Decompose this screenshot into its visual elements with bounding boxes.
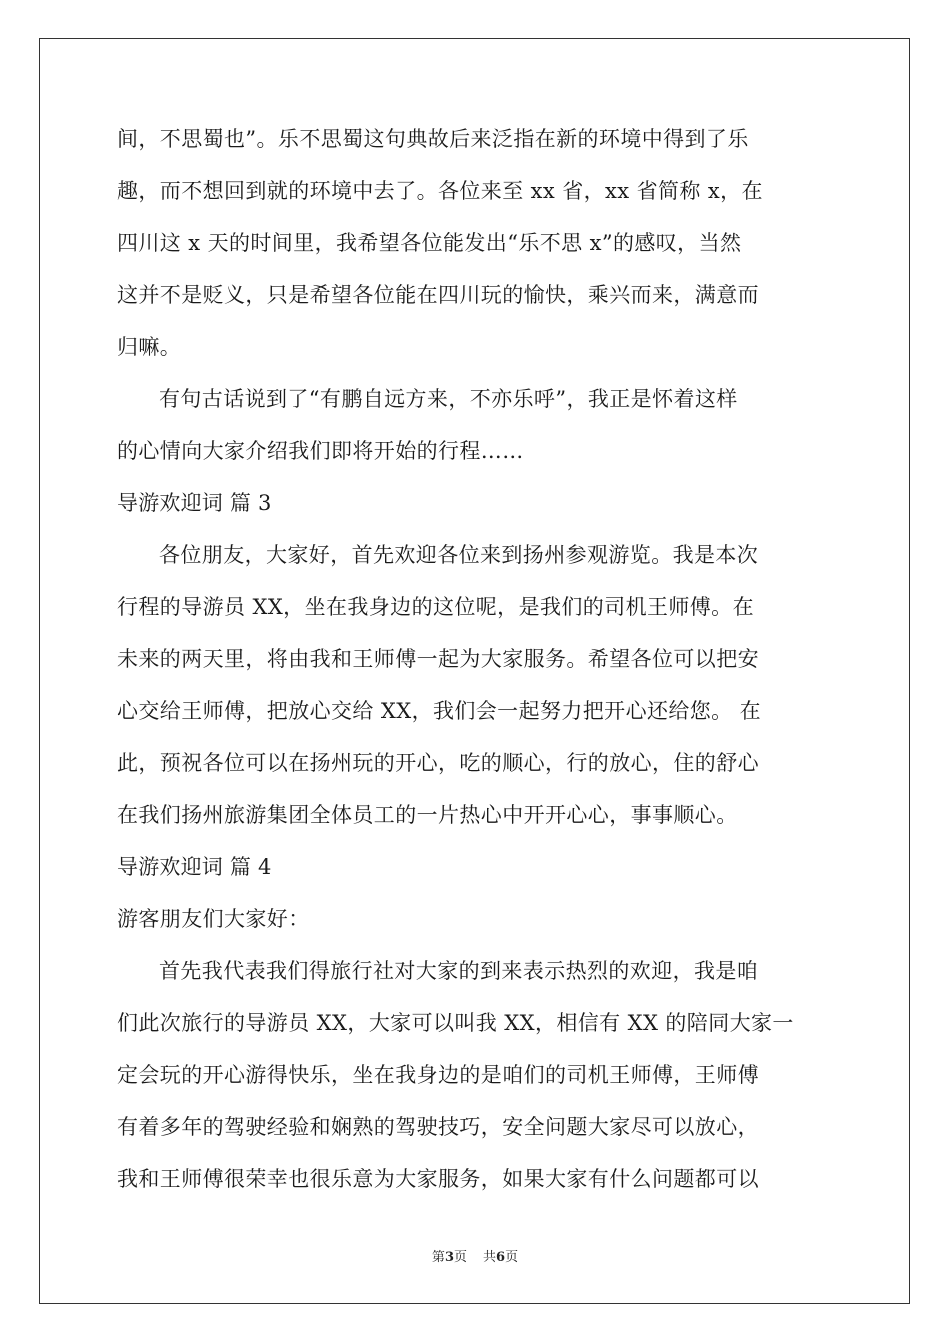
- text-line: 各位朋友，大家好，首先欢迎各位来到扬州参观游览。我是本次: [159, 543, 759, 567]
- text-line: 有着多年的驾驶经验和娴熟的驾驶技巧，安全问题大家尽可以放心，: [117, 1115, 759, 1139]
- text-line: 趣，而不想回到就的环境中去了。各位来至 xx 省，xx 省简称 x，在: [117, 179, 763, 203]
- text-line: 首先我代表我们得旅行社对大家的到来表示热烈的欢迎，我是咱: [159, 959, 759, 983]
- total-pages-number: 6: [496, 1250, 506, 1265]
- footer-total-word: 页: [505, 1250, 519, 1265]
- text-line: 未来的两天里，将由我和王师傅一起为大家服务。希望各位可以把安: [117, 647, 759, 671]
- text-line: 心交给王师傅，把放心交给 XX，我们会一起努力把开心还给您。 在: [117, 699, 762, 723]
- footer-page-word: 页: [453, 1250, 467, 1265]
- text-line: 我和王师傅很荣幸也很乐意为大家服务，如果大家有什么问题都可以: [117, 1167, 759, 1191]
- text-line: 们此次旅行的导游员 XX，大家可以叫我 XX，相信有 XX 的陪同大家一: [117, 1011, 794, 1035]
- current-page-number: 3: [444, 1250, 454, 1265]
- text-line: 行程的导游员 XX，坐在我身边的这位呢，是我们的司机王师傅。在: [117, 595, 754, 619]
- footer-total-prefix: 共: [483, 1250, 497, 1265]
- text-line: 归嘛。: [117, 335, 182, 359]
- section-heading: 导游欢迎词 篇 4: [117, 855, 272, 879]
- section-heading: 导游欢迎词 篇 3: [117, 491, 272, 515]
- text-line: 四川这 x 天的时间里，我希望各位能发出“乐不思 x”的感叹，当然: [117, 231, 742, 255]
- text-line: 的心情向大家介绍我们即将开始的行程……: [117, 439, 524, 463]
- text-line: 定会玩的开心游得快乐，坐在我身边的是咱们的司机王师傅，王师傅: [117, 1063, 759, 1087]
- document-body: [117, 124, 837, 1216]
- footer-prefix: 第: [431, 1250, 445, 1265]
- text-line: 在我们扬州旅游集团全体员工的一片热心中开开心心，事事顺心。: [117, 803, 738, 827]
- text-line: 这并不是贬义，只是希望各位能在四川玩的愉快，乘兴而来，满意而: [117, 283, 759, 307]
- text-line: 此，预祝各位可以在扬州玩的开心，吃的顺心，行的放心，住的舒心: [117, 751, 759, 775]
- text-line: 游客朋友们大家好：: [117, 907, 310, 931]
- text-line: 间，不思蜀也”。乐不思蜀这句典故后来泛指在新的环境中得到了乐: [117, 127, 749, 151]
- text-line: 有句古话说到了“有鹏自远方来，不亦乐呼”，我正是怀着这样: [159, 387, 738, 411]
- page-footer: [0, 1246, 950, 1265]
